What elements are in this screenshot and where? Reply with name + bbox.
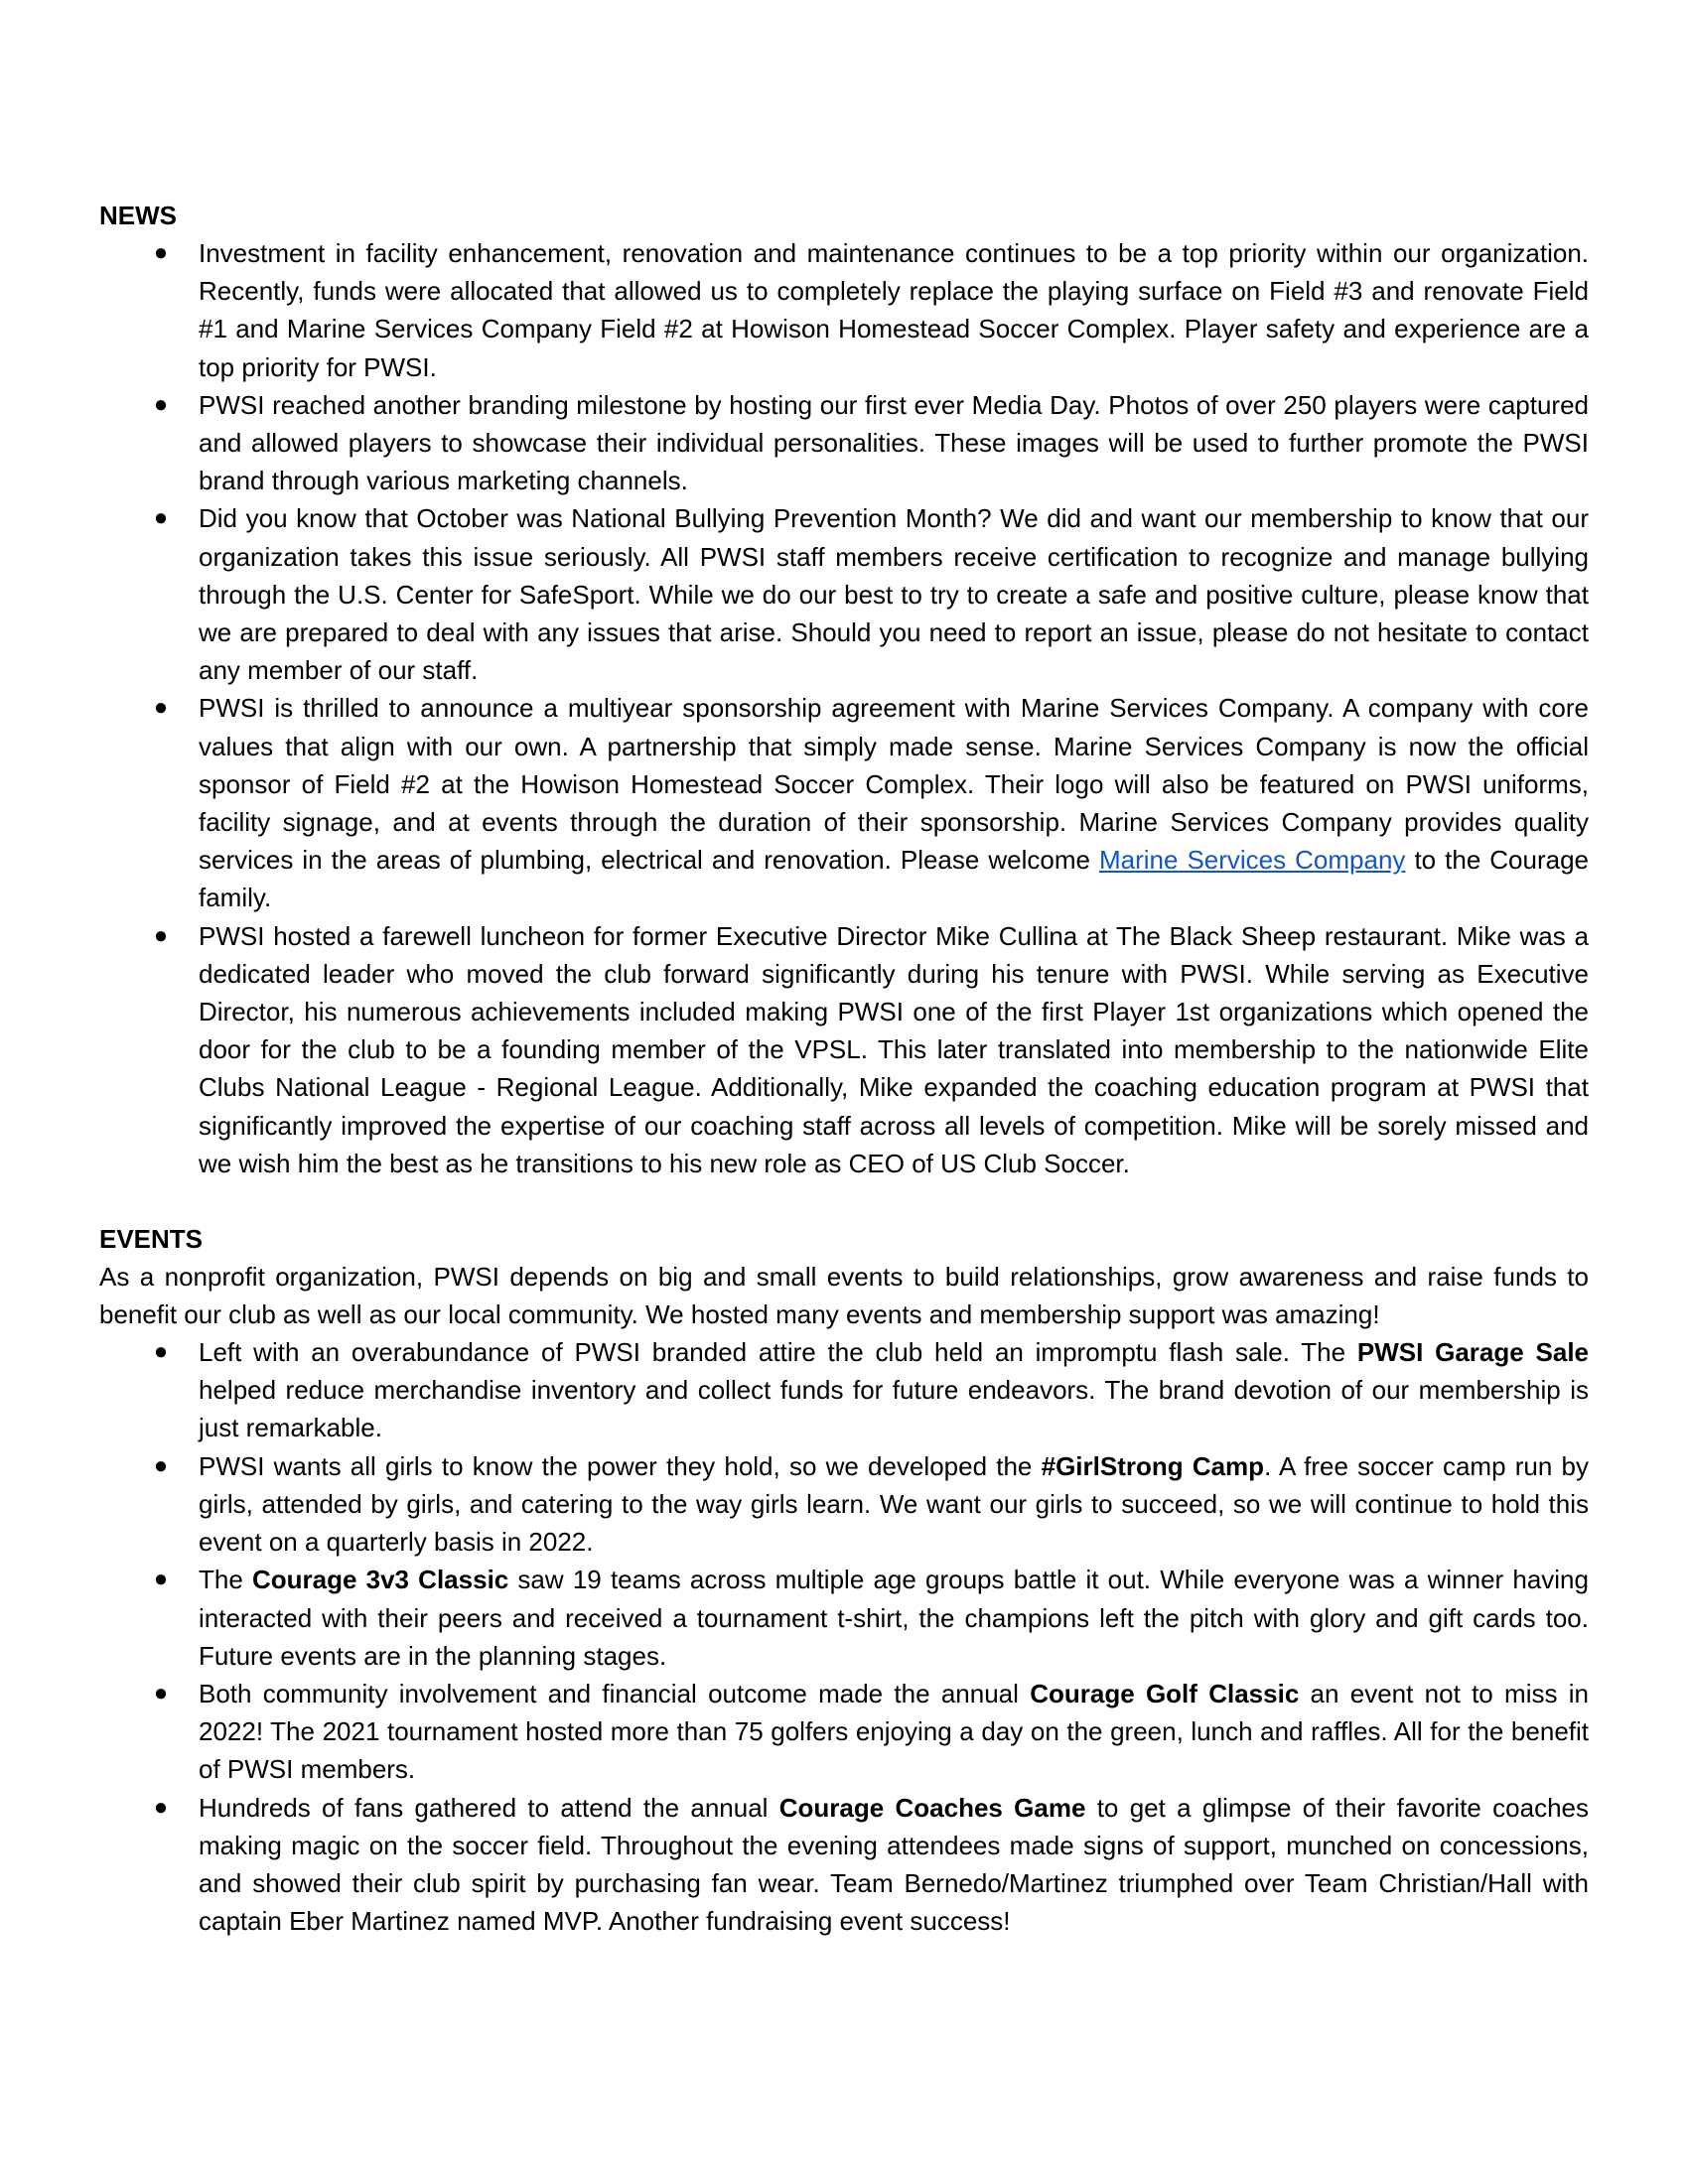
event-name: PWSI Garage Sale: [1356, 1337, 1589, 1368]
events-intro: As a nonprofit organization, PWSI depends on big and small events to build relationships, grow awareness and raise funds to benefit our club as well as our local community. We hosted many events and membership support was amazing!: [99, 1262, 1589, 1330]
event-name: Courage Golf Classic: [1030, 1678, 1300, 1708]
event-text: Both community involvement and financial outcome made the annual: [199, 1678, 1031, 1708]
bullet-icon: ●: [153, 390, 169, 418]
event-item-garage-sale: [99, 1333, 1589, 1447]
news-item-bullying: [99, 499, 1589, 689]
event-text: Left with an overabundance of PWSI branded attire the club held an impromptu flash sale. The: [199, 1337, 1357, 1368]
bullet-icon: ●: [153, 1451, 169, 1479]
news-item-text: PWSI is thrilled to announce a multiyear sponsorship agreement with Marine Services Company. A company with core values that align with our own. A partnership that simply made sense. Marine Services Company is now the official sponsor of Field #2 at the Howison Homestead Soccer Complex. Their logo will also be featured on PWSI uniforms, facility signage, and at events through the duration of their sponsorship. Marine Services Company provides quality services in the areas of plumbing, electrical and renovation. Please welcome: [199, 693, 1589, 876]
event-text: The: [199, 1565, 252, 1595]
news-item-sponsorship: [99, 689, 1589, 916]
bullet-icon: ●: [153, 1679, 169, 1706]
bullet-icon: ●: [153, 504, 169, 532]
bullet-icon: ●: [153, 1338, 169, 1366]
events-list: [99, 1333, 1589, 1940]
news-item-text-tail: to the Courage family.: [199, 845, 1590, 913]
event-text: helped reduce merchandise inventory and collect funds for future endeavors. The brand devotion of our membership is just remarkable.: [199, 1375, 1589, 1443]
event-item-3v3: [99, 1561, 1589, 1675]
event-text: Hundreds of fans gathered to attend the annual: [199, 1792, 779, 1823]
event-item-girlstrong: [99, 1447, 1589, 1562]
event-text: saw 19 teams across multiple age groups battle it out. While everyone was a winner having interacted with their peers and received a tournament t-shirt, the champions left the pitch with glory and gift cards too. Future events are in the planning stages.: [199, 1565, 1589, 1671]
event-text: PWSI wants all girls to know the power they hold, so we developed the: [199, 1450, 1042, 1481]
news-item-farewell: [99, 917, 1589, 1182]
event-name: Courage Coaches Game: [778, 1792, 1086, 1823]
news-list: [99, 234, 1589, 1182]
event-item-coaches-game: [99, 1789, 1589, 1941]
bullet-icon: ●: [153, 694, 169, 722]
event-name: #GirlStrong Camp: [1041, 1450, 1265, 1481]
bullet-icon: ●: [153, 1566, 169, 1593]
news-item-text: PWSI reached another branding milestone by hosting our first ever Media Day. Photos of over 250 players were captured and allowed players to showcase their individual personalities. These images will be used to further promote the PWSI brand through various marketing channels.: [199, 389, 1589, 496]
event-name: Courage 3v3 Classic: [251, 1565, 509, 1595]
marine-services-link[interactable]: Marine Services Company: [1098, 845, 1406, 876]
event-text: . A free soccer camp run by girls, attended by girls, and catering to the way girls learn. We want our girls to succeed, so we will continue to hold this event on a quarterly basis in 2022.: [199, 1450, 1589, 1558]
bullet-icon: ●: [153, 239, 169, 266]
news-heading: NEWS: [99, 201, 177, 230]
section-spacer: [99, 1182, 1589, 1220]
events-heading: EVENTS: [99, 1224, 204, 1255]
bullet-icon: ●: [153, 921, 169, 949]
news-item-media-day: [99, 386, 1589, 500]
news-item-text: Investment in facility enhancement, renovation and maintenance continues to be a top priority within our organization. Recently, funds were allocated that allowed us to completely replace the playing surface on Field #3 and renovate Field #1 and Marine Services Company Field #2 at Howison Homestead Soccer Complex. Player safety and experience are a top priority for PWSI.: [199, 238, 1589, 382]
event-item-golf: [99, 1675, 1589, 1789]
event-text: to get a glimpse of their favorite coaches making magic on the soccer field. Throughout the evening attendees made signs of support, munched on concessions, and showed their club spirit by purchasing fan wear. Team Bernedo/Martinez triumphed over Team Christian/Hall with captain Eber Martinez named MVP. Another fundraising event success!: [199, 1792, 1589, 1937]
news-item-facility: [99, 234, 1589, 386]
news-item-text: PWSI hosted a farewell luncheon for former Executive Director Mike Cullina at The Black Sheep restaurant. Mike was a dedicated leader who moved the club forward significantly during his tenure with PWSI. While serving as Executive Director, his numerous achievements included making PWSI one of the first Player 1st organizations which opened the door for the club to be a founding member of the VPSL. This later translated into membership to the nationwide Elite Clubs National League - Regional League. Additionally, Mike expanded the coaching education program at PWSI that significantly improved the expertise of our coaching staff across all levels of competition. Mike will be sorely missed and we wish him the best as he transitions to his new role as CEO of US Club Soccer.: [199, 920, 1589, 1178]
news-item-text: Did you know that October was National Bullying Prevention Month? We did and want our membership to know that our organization takes this issue seriously. All PWSI staff members receive certification to recognize and manage bullying through the U.S. Center for SafeSport. While we do our best to try to create a safe and positive culture, please know that we are prepared to deal with any issues that arise. Should you need to report an issue, please do not hesitate to contact any member of our staff.: [199, 503, 1589, 686]
bullet-icon: ●: [153, 1793, 169, 1821]
event-text: an event not to miss in 2022! The 2021 tournament hosted more than 75 golfers enjoying a day on the green, lunch and raffles. All for the benefit of PWSI members.: [199, 1678, 1589, 1785]
